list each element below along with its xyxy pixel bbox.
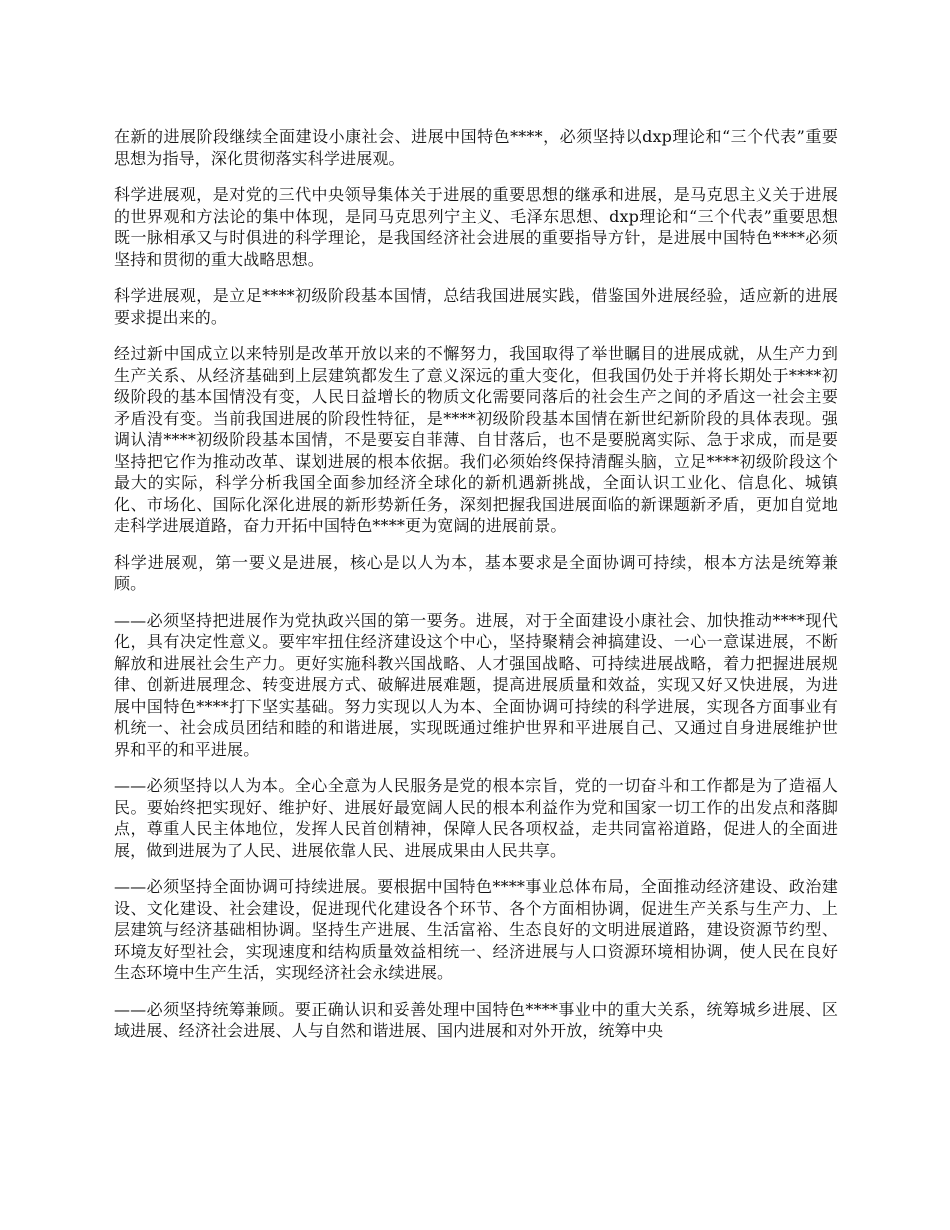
paragraph-8: ——必须坚持全面协调可持续进展。要根据中国特色****事业总体布局，全面推动经济建设、政治建设、文化建设、社会建设，促进现代化建设各个环节、各个方面相协调，促进生产关系与生产力、上层建筑与经济基础相协调。坚持生产进展、生活富裕、生态良好的文明进展道路，建设资源节约型、环境友好型社会，实现速度和结构质量效益相统一、经济进展与人口资源环境相协调，使人民在良好生态环境中生产生活，实现经济社会永续进展。 <box>114 877 838 982</box>
document-body <box>114 126 838 1057</box>
paragraph-1: 在新的进展阶段继续全面建设小康社会、进展中国特色****，必须坚持以dxp理论和“三个代表”重要思想为指导，深化贯彻落实科学进展观。 <box>114 127 838 168</box>
paragraph-5: 科学进展观，第一要义是进展，核心是以人为本，基本要求是全面协调可持续，根本方法是统筹兼顾。 <box>114 552 838 593</box>
paragraph-6: ——必须坚持把进展作为党执政兴国的第一要务。进展，对于全面建设小康社会、加快推动****现代化，具有决定性意义。要牢牢扭住经济建设这个中心，坚持聚精会神搞建设、一心一意谋进展，不断解放和进展社会生产力。更好实施科教兴国战略、人才强国战略、可持续进展战略，着力把握进展规律、创新进展理念、转变进展方式、破解进展难题，提高进展质量和效益，实现又好又快进展，为进展中国特色****打下坚实基础。努力实现以人为本、全面协调可持续的科学进展，实现各方面事业有机统一、社会成员团结和睦的和谐进展，实现既通过维护世界和平进展自己、又通过自身进展维护世界和平的和平进展。 <box>114 610 838 759</box>
paragraph-7: ——必须坚持以人为本。全心全意为人民服务是党的根本宗旨，党的一切奋斗和工作都是为了造福人民。要始终把实现好、维护好、进展好最宽阔人民的根本利益作为党和国家一切工作的出发点和落脚点，尊重人民主体地位，发挥人民首创精神，保障人民各项权益，走共同富裕道路，促进人的全面进展，做到进展为了人民、进展依靠人民、进展成果由人民共享。 <box>114 776 838 860</box>
paragraph-2: 科学进展观，是对党的三代中央领导集体关于进展的重要思想的继承和进展，是马克思主义关于进展的世界观和方法论的集中体现，是同马克思列宁主义、毛泽东思想、dxp理论和“三个代表”重要思想既一脉相承又与时俱进的科学理论，是我国经济社会进展的重要指导方针，是进展中国特色****必须坚持和贯彻的重大战略思想。 <box>114 185 838 269</box>
paragraph-3: 科学进展观，是立足****初级阶段基本国情，总结我国进展实践，借鉴国外进展经验，适应新的进展要求提出来的。 <box>114 286 838 327</box>
paragraph-4: 经过新中国成立以来特别是改革开放以来的不懈努力，我国取得了举世瞩目的进展成就，从生产力到生产关系、从经济基础到上层建筑都发生了意义深远的重大变化，但我国仍处于并将长期处于****初级阶段的基本国情没有变，人民日益增长的物质文化需要同落后的社会生产之间的矛盾这一社会主要矛盾没有变。当前我国进展的阶段性特征，是****初级阶段基本国情在新世纪新阶段的具体表现。强调认清****初级阶段基本国情，不是要妄自菲薄、自甘落后，也不是要脱离实际、急于求成，而是要坚持把它作为推动改革、谋划进展的根本依据。我们必须始终保持清醒头脑，立足****初级阶段这个最大的实际，科学分析我国全面参加经济全球化的新机遇新挑战，全面认识工业化、信息化、城镇化、市场化、国际化深化进展的新形势新任务，深刻把握我国进展面临的新课题新矛盾，更加自觉地走科学进展道路，奋力开拓中国特色****更为宽阔的进展前景。 <box>114 344 838 535</box>
paragraph-9: ——必须坚持统筹兼顾。要正确认识和妥善处理中国特色****事业中的重大关系，统筹城乡进展、区域进展、经济社会进展、人与自然和谐进展、国内进展和对外开放，统筹中央 <box>114 999 838 1040</box>
